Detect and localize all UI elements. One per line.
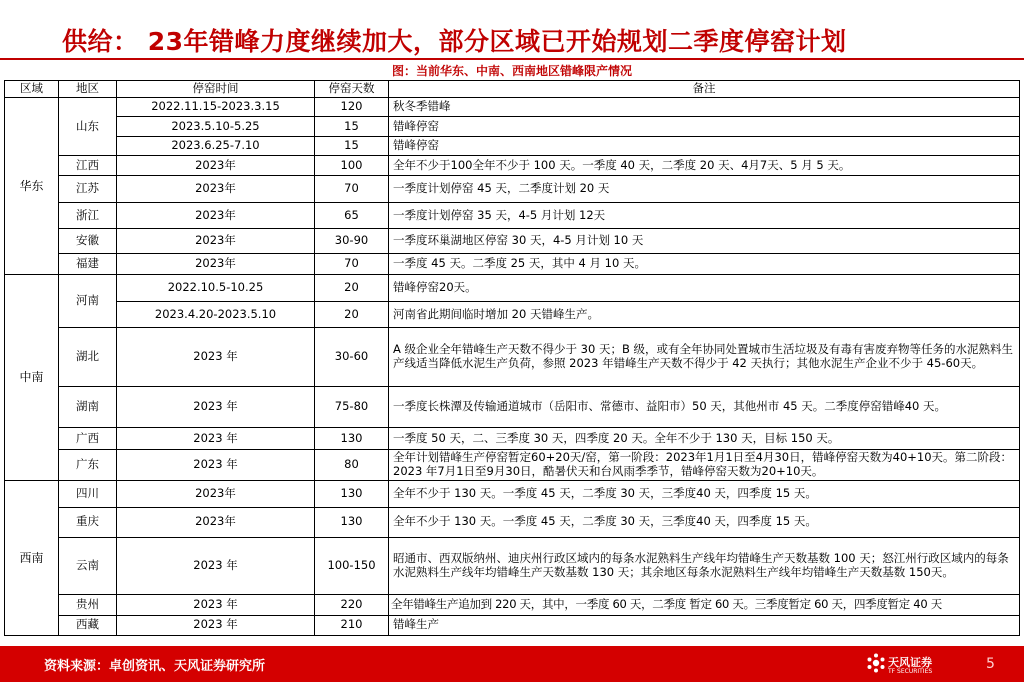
region-cell: 中南	[5, 275, 59, 481]
days-cell: 100	[315, 156, 389, 176]
days-cell: 30-90	[315, 229, 389, 253]
remark-cell: 错峰停窑20天。	[389, 275, 1020, 301]
table-row	[5, 253, 1020, 274]
days-cell: 80	[315, 450, 389, 481]
remark-cell: 全年不少于 130 天。一季度 45 天，二季度 30 天，三季度40 天，四季度 15 天。	[389, 507, 1020, 538]
footer-bar	[0, 646, 1024, 682]
remark-cell: 全年计划错峰生产停窑暂定60+20天/窑，第一阶段：2023年1月1日至4月30日，错峰停窑天数为40+10天。第二阶段：2023 年7月1日至9月30日，酷暑伏天和台风雨季季节，错峰停窑天数为20+10天。	[389, 450, 1020, 481]
days-cell: 100-150	[315, 538, 389, 595]
period-cell: 2023 年	[117, 328, 315, 387]
period-cell: 2023.6.25-7.10	[117, 136, 315, 155]
curtailment-table	[4, 80, 1020, 636]
table-row	[5, 387, 1020, 428]
days-cell: 70	[315, 253, 389, 274]
period-cell: 2023年	[117, 229, 315, 253]
table-row	[5, 428, 1020, 450]
page-number: 5	[986, 656, 995, 672]
remark-cell: 昭通市、西双版纳州、迪庆州行政区域内的每条水泥熟料生产线年均错峰生产天数基数 100 天；怒江州行政区域内的每条水泥熟料生产线年均错峰生产天数基数 130 天；其余地区每条水泥熟料生产线年均错峰生产天数基数 150天。	[389, 538, 1020, 595]
province-cell: 江苏	[59, 176, 117, 202]
table-row	[5, 202, 1020, 228]
days-cell: 20	[315, 275, 389, 301]
period-cell: 2023 年	[117, 538, 315, 595]
period-cell: 2023年	[117, 481, 315, 507]
table-row	[5, 301, 1020, 327]
region-cell: 华东	[5, 98, 59, 275]
period-cell: 2023 年	[117, 450, 315, 481]
province-cell: 广西	[59, 428, 117, 450]
remark-cell: 一季度长株潭及传输通道城市（岳阳市、常德市、益阳市）50 天，其他州市 45 天。二季度停窑错峰40 天。	[389, 387, 1020, 428]
remark-cell: 全年错峰生产追加到 220 天，其中，一季度 60 天，二季度 暂定 60 天。三季度暂定 60 天，四季度暂定 40 天	[389, 595, 1020, 615]
province-cell: 四川	[59, 481, 117, 507]
province-cell: 江西	[59, 156, 117, 176]
province-cell: 山东	[59, 98, 117, 156]
province-cell: 云南	[59, 538, 117, 595]
province-cell: 安徽	[59, 229, 117, 253]
period-cell: 2023.5.10-5.25	[117, 117, 315, 136]
table-row	[5, 328, 1020, 387]
header-region: 区域	[5, 81, 59, 98]
province-cell: 湖北	[59, 328, 117, 387]
title-divider	[0, 58, 1024, 60]
province-cell: 浙江	[59, 202, 117, 228]
remark-cell: 秋冬季错峰	[389, 98, 1020, 117]
period-cell: 2023年	[117, 176, 315, 202]
remark-cell: 全年不少于100全年不少于 100 天。一季度 40 天，二季度 20 天、4月7天、5 月 5 天。	[389, 156, 1020, 176]
table-row	[5, 275, 1020, 301]
remark-cell: 一季度计划停窑 45 天，二季度计划 20 天	[389, 176, 1020, 202]
remark-cell: 错峰生产	[389, 615, 1020, 635]
table-caption: 图：当前华东、中南、西南地区错峰限产情况	[391, 64, 632, 78]
days-cell: 15	[315, 117, 389, 136]
table-row	[5, 615, 1020, 635]
remark-cell: 错峰停窑	[389, 117, 1020, 136]
remark-cell: 一季度 50 天，二、三季度 30 天，四季度 20 天。全年不少于 130 天，目标 150 天。	[389, 428, 1020, 450]
period-cell: 2023年	[117, 156, 315, 176]
period-cell: 2022.11.15-2023.3.15	[117, 98, 315, 117]
days-cell: 70	[315, 176, 389, 202]
province-cell: 广东	[59, 450, 117, 481]
days-cell: 65	[315, 202, 389, 228]
source-note: 资料来源：卓创资讯、天风证券研究所	[44, 659, 266, 674]
period-cell: 2023年	[117, 202, 315, 228]
table-row	[5, 176, 1020, 202]
table-header-row	[5, 81, 1020, 98]
province-cell: 福建	[59, 253, 117, 274]
remark-cell: A 级企业全年错峰生产天数不得少于 30 天；B 级，或有全年协同处置城市生活垃圾及有毒有害废弃物等任务的水泥熟料生产线适当降低水泥生产负荷，参照 2023 年错峰生产天数不得少于 42 天执行；其他水泥生产企业不少于 45-60天。	[389, 328, 1020, 387]
period-cell: 2023 年	[117, 387, 315, 428]
table-row	[5, 98, 1020, 117]
table-row	[5, 538, 1020, 595]
header-area: 地区	[59, 81, 117, 98]
header-remarks: 备注	[389, 81, 1020, 98]
table-row	[5, 450, 1020, 481]
province-cell: 湖南	[59, 387, 117, 428]
logo-subtext: TF SECURITIES	[888, 668, 933, 675]
days-cell: 20	[315, 301, 389, 327]
province-cell: 贵州	[59, 595, 117, 615]
table-row	[5, 117, 1020, 136]
period-cell: 2023 年	[117, 615, 315, 635]
header-shutdown-period: 停窑时间	[117, 81, 315, 98]
remark-cell: 一季度计划停窑 35 天，4-5 月计划 12天	[389, 202, 1020, 228]
table-row	[5, 136, 1020, 155]
days-cell: 120	[315, 98, 389, 117]
period-cell: 2023.4.20-2023.5.10	[117, 301, 315, 327]
page-title: 供给： 23年错峰力度继续加大，部分区域已开始规划二季度停窑计划	[62, 27, 847, 56]
period-cell: 2022.10.5-10.25	[117, 275, 315, 301]
days-cell: 220	[315, 595, 389, 615]
period-cell: 2023年	[117, 253, 315, 274]
table-row	[5, 507, 1020, 538]
remark-cell: 河南省此期间临时增加 20 天错峰生产。	[389, 301, 1020, 327]
remark-cell: 错峰停窑	[389, 136, 1020, 155]
days-cell: 130	[315, 428, 389, 450]
province-cell: 西藏	[59, 615, 117, 635]
period-cell: 2023 年	[117, 428, 315, 450]
table-row	[5, 481, 1020, 507]
days-cell: 210	[315, 615, 389, 635]
logo-text: 天风证券	[888, 656, 932, 669]
period-cell: 2023年	[117, 507, 315, 538]
days-cell: 75-80	[315, 387, 389, 428]
company-logo	[866, 652, 941, 678]
province-cell: 重庆	[59, 507, 117, 538]
remark-cell: 一季度 45 天。二季度 25 天，其中 4 月 10 天。	[389, 253, 1020, 274]
province-cell: 河南	[59, 275, 117, 328]
table-row	[5, 229, 1020, 253]
days-cell: 15	[315, 136, 389, 155]
days-cell: 30-60	[315, 328, 389, 387]
days-cell: 130	[315, 481, 389, 507]
table-row	[5, 595, 1020, 615]
logo-mark-icon	[866, 652, 886, 674]
header-shutdown-days: 停窑天数	[315, 81, 389, 98]
days-cell: 130	[315, 507, 389, 538]
region-cell: 西南	[5, 481, 59, 636]
remark-cell: 全年不少于 130 天。一季度 45 天，二季度 30 天，三季度40 天，四季度 15 天。	[389, 481, 1020, 507]
remark-cell: 一季度环巢湖地区停窑 30 天，4-5 月计划 10 天	[389, 229, 1020, 253]
period-cell: 2023 年	[117, 595, 315, 615]
table-row	[5, 156, 1020, 176]
